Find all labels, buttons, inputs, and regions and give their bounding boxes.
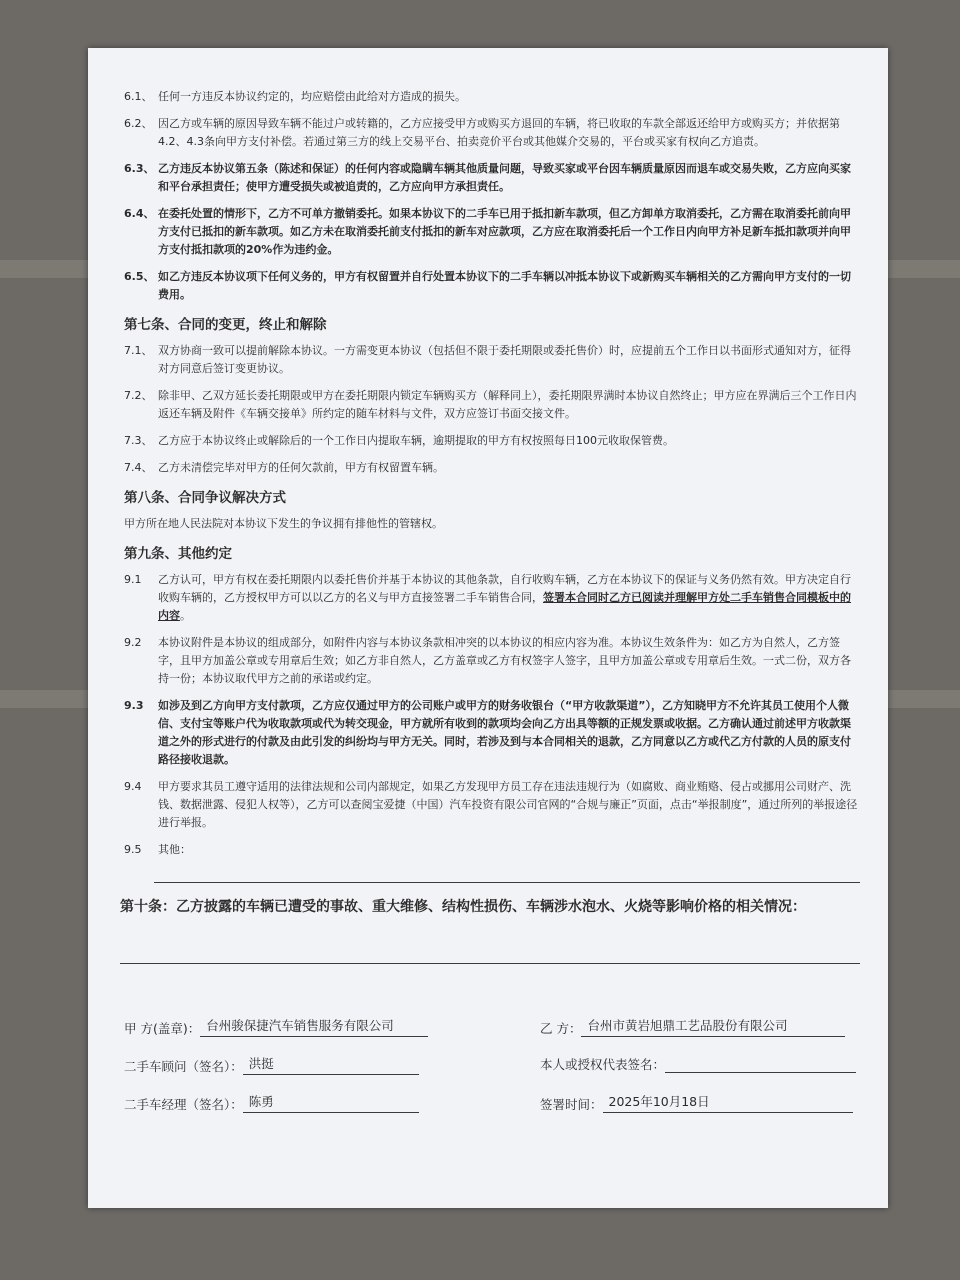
manager-signature: 陈勇 (243, 1094, 419, 1113)
contract-body (124, 88, 858, 868)
clause-9-5-line (154, 882, 860, 883)
clause-9-1-end: 。 (180, 609, 191, 622)
clause-9-1-emphasis: 签署本合同时乙方已阅读并理解甲方处二手车销售合同模板中的内容 (158, 591, 851, 622)
clause-9-1-text: 乙方认可，甲方有权在委托期限内以委托售价并基于本协议的其他条款，自行收购车辆，乙方在本协议下的保证与义务仍然有效。甲方决定自行收购车辆的，乙方授权甲方可以以乙方的名义与甲方直接签署二手车销售合同， (158, 573, 851, 604)
clause-7-1: 7.1、 双方协商一致可以提前解除本协议。一方需变更本协议（包括但不限于委托期限或委托售价）时，应提前五个工作日以书面形式通知对方，征得对方同意后签订变更协议。 (124, 344, 851, 375)
clause-7-3: 7.3、 乙方应于本协议终止或解除后的一个工作日内提取车辆，逾期提取的甲方有权按照每日100元收取保管费。 (124, 434, 674, 447)
sign-time-row: 签署时间： 2025年10月18日 (540, 1094, 853, 1113)
contract-page (88, 48, 888, 1208)
clause-6-3: 6.3、 乙方违反本协议第五条（陈述和保证）的任何内容或隐瞒车辆其他质量问题，导致买家或平台因车辆质量原因而退车或交易失败，乙方应向买家和平台承担责任；使甲方遭受损失或被追责的，乙方应向甲方承担责任。 (124, 162, 851, 193)
clause-7-2: 7.2、 除非甲、乙双方延长委托期限或甲方在委托期限内锁定车辆购买方（解释同上），委托期限界满时本协议自然终止；甲方应在界满后三个工作日内返还车辆及附件《车辆交接单》所约定的随车材料与文件，双方应签订书面交接文件。 (124, 389, 857, 420)
clause-9-1: 9.1 乙方认可，甲方有权在委托期限内以委托售价并基于本协议的其他条款，自行收购车辆，乙方在本协议下的保证与义务仍然有效。甲方决定自行收购车辆的，乙方授权甲方可以以乙方的名义与甲方直接签署二手车销售合同，签署本合同时乙方已阅读并理解甲方处二手车销售合同模板中的内容。 (124, 573, 851, 622)
sign-date: 2025年10月18日 (603, 1094, 853, 1113)
clause-6-1: 6.1、 任何一方违反本协议约定的，均应赔偿由此给对方造成的损失。 (124, 90, 466, 103)
article-7-heading: 第七条、合同的变更，终止和解除 (124, 317, 327, 333)
representative-signature (665, 1056, 856, 1073)
clause-9-4: 9.4 甲方要求其员工遵守适用的法律法规和公司内部规定，如果乙方发现甲方员工存在违法违规行为（如腐败、商业贿赂、侵占或挪用公司财产、洗钱、数据泄露、侵犯人权等），乙方可以查阅宝爱捷（中国）汽车投资有限公司官网的“合规与廉正”页面，点击“举报制度”，通过所列的举报途径进行举报。 (124, 780, 858, 829)
clause-6-4: 6.4、 在委托处置的情形下，乙方不可单方撤销委托。如果本协议下的二手车已用于抵扣新车款项，但乙方卸单方取消委托，乙方需在取消委托前向甲方支付已抵扣的新车款项。如乙方未在取消委托前支付抵扣的新车对应款项，乙方应在取消委托后一个工作日内向甲方补足新车抵扣款项并向甲方支付抵扣款项的20%作为违约金。 (124, 207, 851, 256)
clause-6-5: 6.5、 如乙方违反本协议项下任何义务的，甲方有权留置并自行处置本协议下的二手车辆以冲抵本协议下或新购买车辆相关的乙方需向甲方支付的一切费用。 (124, 270, 851, 301)
article-10-line (120, 963, 860, 964)
article-8-text: 甲方所在地人民法院对本协议下发生的争议拥有排他性的管辖权。 (124, 517, 443, 530)
manager-row: 二手车经理（签名）： 陈勇 (124, 1094, 419, 1113)
party-a-row: 甲 方(盖章)： 台州骏保捷汽车销售服务有限公司 (124, 1018, 428, 1037)
article-9-heading: 第九条、其他约定 (124, 546, 232, 562)
clause-9-2: 9.2 本协议附件是本协议的组成部分，如附件内容与本协议条款相冲突的以本协议的相应内容为准。本协议生效条件为：如乙方为自然人，乙方签字，且甲方加盖公章或专用章后生效；如乙方非自然人，乙方盖章或乙方有权签字人签字，且甲方加盖公章或专用章后生效。一式二份，双方各持一份；本协议取代甲方之前的承诺或约定。 (124, 636, 851, 685)
advisor-signature: 洪挺 (243, 1056, 419, 1075)
clause-6-2: 6.2、 因乙方或车辆的原因导致车辆不能过户或转籍的，乙方应接受甲方或购买方退回的车辆，将已收取的车款全部返还给甲方或购买方；并依据第4.2、4.3条向甲方支付补偿。若通过第三方的线上交易平台、拍卖竞价平台或其他媒介交易的，平台或买家有权向乙方追责。 (124, 117, 840, 148)
clause-9-3: 9.3 如涉及到乙方向甲方支付款项，乙方应仅通过甲方的公司账户或甲方的财务收银台（“甲方收款渠道”），乙方知晓甲方不允许其员工使用个人微信、支付宝等账户代为收取款项或代为转交现金，甲方就所有收到的款项均会向乙方出具等额的正规发票或收据。乙方确认通过前述甲方收款渠道之外的形式进行的付款及由此引发的纠纷均与甲方无关。同时，若涉及到与本合同相关的退款，乙方同意以乙方或代乙方付款的人员的原支付路径接收退款。 (124, 699, 851, 766)
representative-row: 本人或授权代表签名： (540, 1056, 856, 1073)
clause-9-5: 9.5 其他： (124, 843, 191, 856)
party-b-name: 台州市黄岩旭鼎工艺品股份有限公司 (581, 1018, 845, 1037)
party-a-name: 台州骏保捷汽车销售服务有限公司 (200, 1018, 428, 1037)
party-b-row: 乙 方： 台州市黄岩旭鼎工艺品股份有限公司 (540, 1018, 845, 1037)
article-8-heading: 第八条、合同争议解决方式 (124, 490, 286, 506)
article-10-heading: 第十条：乙方披露的车辆已遭受的事故、重大维修、结构性损伤、车辆涉水泡水、火烧等影响价格的相关情况： (120, 899, 806, 915)
advisor-row: 二手车顾问（签名）： 洪挺 (124, 1056, 419, 1075)
clause-7-4: 7.4、 乙方未清偿完毕对甲方的任何欠款前，甲方有权留置车辆。 (124, 461, 444, 474)
